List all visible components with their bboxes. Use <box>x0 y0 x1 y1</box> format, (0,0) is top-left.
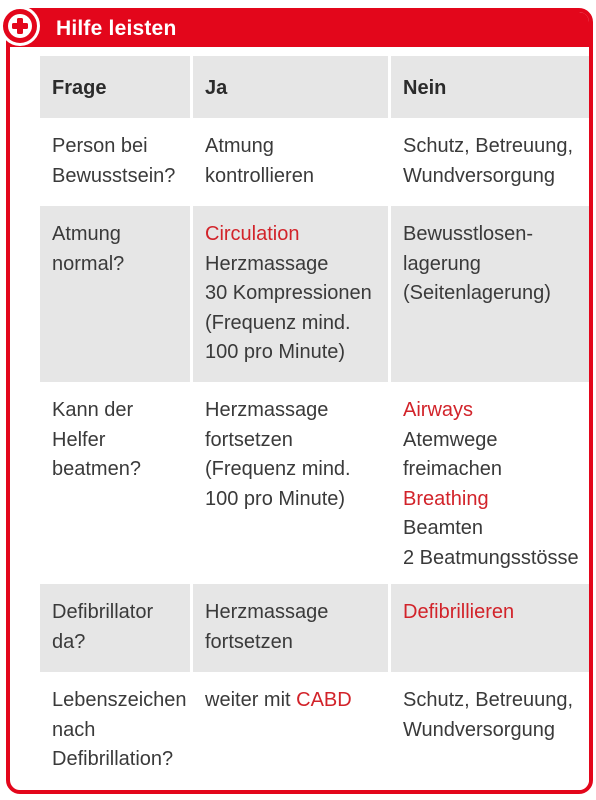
column-header-nein: Nein <box>391 56 593 118</box>
ja-text: 100 pro Minute) <box>205 341 346 363</box>
nein-text: Wundversorgung <box>403 718 555 741</box>
column-header-frage: Frage <box>40 56 193 118</box>
frage-text: Bewusstsein? <box>52 164 176 187</box>
nein-text: Schutz, Betreuung, <box>403 689 574 711</box>
nein-text: 2 Beatmungsstösse <box>403 546 579 569</box>
frage-text: Defibrillation? <box>52 748 174 770</box>
header-title: Hilfe leisten <box>56 17 177 40</box>
ja-text: kontrollieren <box>205 164 314 187</box>
ja-highlight-text: Circulation <box>205 223 300 245</box>
table-header-row <box>40 56 593 118</box>
ja-text: Herzmassage <box>205 601 329 623</box>
ja-text: Atmung <box>205 135 274 157</box>
table-row <box>40 672 593 790</box>
nein-text: (Seitenlagerung) <box>403 282 551 304</box>
frage-cell <box>40 206 193 382</box>
frage-text: Atmung <box>52 223 121 245</box>
nein-text: Beamten <box>403 517 484 539</box>
table-row <box>40 584 593 672</box>
frage-cell <box>40 584 193 672</box>
nein-cell <box>391 584 593 672</box>
decision-table <box>40 56 593 790</box>
frage-text: normal? <box>52 252 125 275</box>
frage-text: Kann der <box>52 399 134 421</box>
frage-text: Person bei <box>52 135 148 157</box>
nein-cell <box>391 118 593 206</box>
frage-text: Lebenszeichen <box>52 689 187 711</box>
first-aid-cross-icon <box>8 14 32 38</box>
frage-text: beatmen? <box>52 458 141 480</box>
nein-text: Wundversorgung <box>403 164 555 187</box>
ja-text: fortsetzen <box>205 428 293 451</box>
frage-text: nach <box>52 718 96 741</box>
nein-highlight-text: Airways <box>403 399 474 421</box>
nein-cell <box>391 206 593 382</box>
ja-cell <box>193 118 391 206</box>
ja-cell <box>193 672 391 790</box>
nein-text: freimachen <box>403 458 502 480</box>
table-row <box>40 118 593 206</box>
ja-cell <box>193 382 391 584</box>
column-header-ja: Ja <box>193 56 391 118</box>
frage-cell <box>40 118 193 206</box>
ja-text: (Frequenz mind. <box>205 458 351 480</box>
nein-highlight-text: Breathing <box>403 487 489 510</box>
ja-text: 100 pro Minute) <box>205 487 346 510</box>
nein-text: Schutz, Betreuung, <box>403 135 574 157</box>
ja-text: fortsetzen <box>205 630 293 653</box>
ja-cell <box>193 206 391 382</box>
frage-text: da? <box>52 630 86 653</box>
nein-cell <box>391 672 593 790</box>
nein-text: lagerung <box>403 252 481 275</box>
nein-highlight-text: Defibrillieren <box>403 601 515 623</box>
frage-text: Helfer <box>52 428 106 451</box>
ja-text: 30 Kompressionen <box>205 282 372 304</box>
ja-text: Herzmassage <box>205 252 329 275</box>
nein-text: Atemwege <box>403 428 498 451</box>
ja-text: Herzmassage <box>205 399 329 421</box>
nein-cell <box>391 382 593 584</box>
first-aid-badge <box>0 6 40 46</box>
ja-cell <box>193 584 391 672</box>
card-header <box>10 12 589 47</box>
table-row <box>40 206 593 382</box>
cabd-highlight-text: CABD <box>296 689 352 711</box>
frage-text: Defibrillator <box>52 601 154 623</box>
nein-text: Bewusstlosen- <box>403 223 534 245</box>
ja-text: weiter mit CABD <box>205 689 352 711</box>
table-row <box>40 382 593 584</box>
frage-cell <box>40 672 193 790</box>
frage-cell <box>40 382 193 584</box>
first-aid-card <box>6 8 593 794</box>
ja-text: (Frequenz mind. <box>205 311 351 334</box>
